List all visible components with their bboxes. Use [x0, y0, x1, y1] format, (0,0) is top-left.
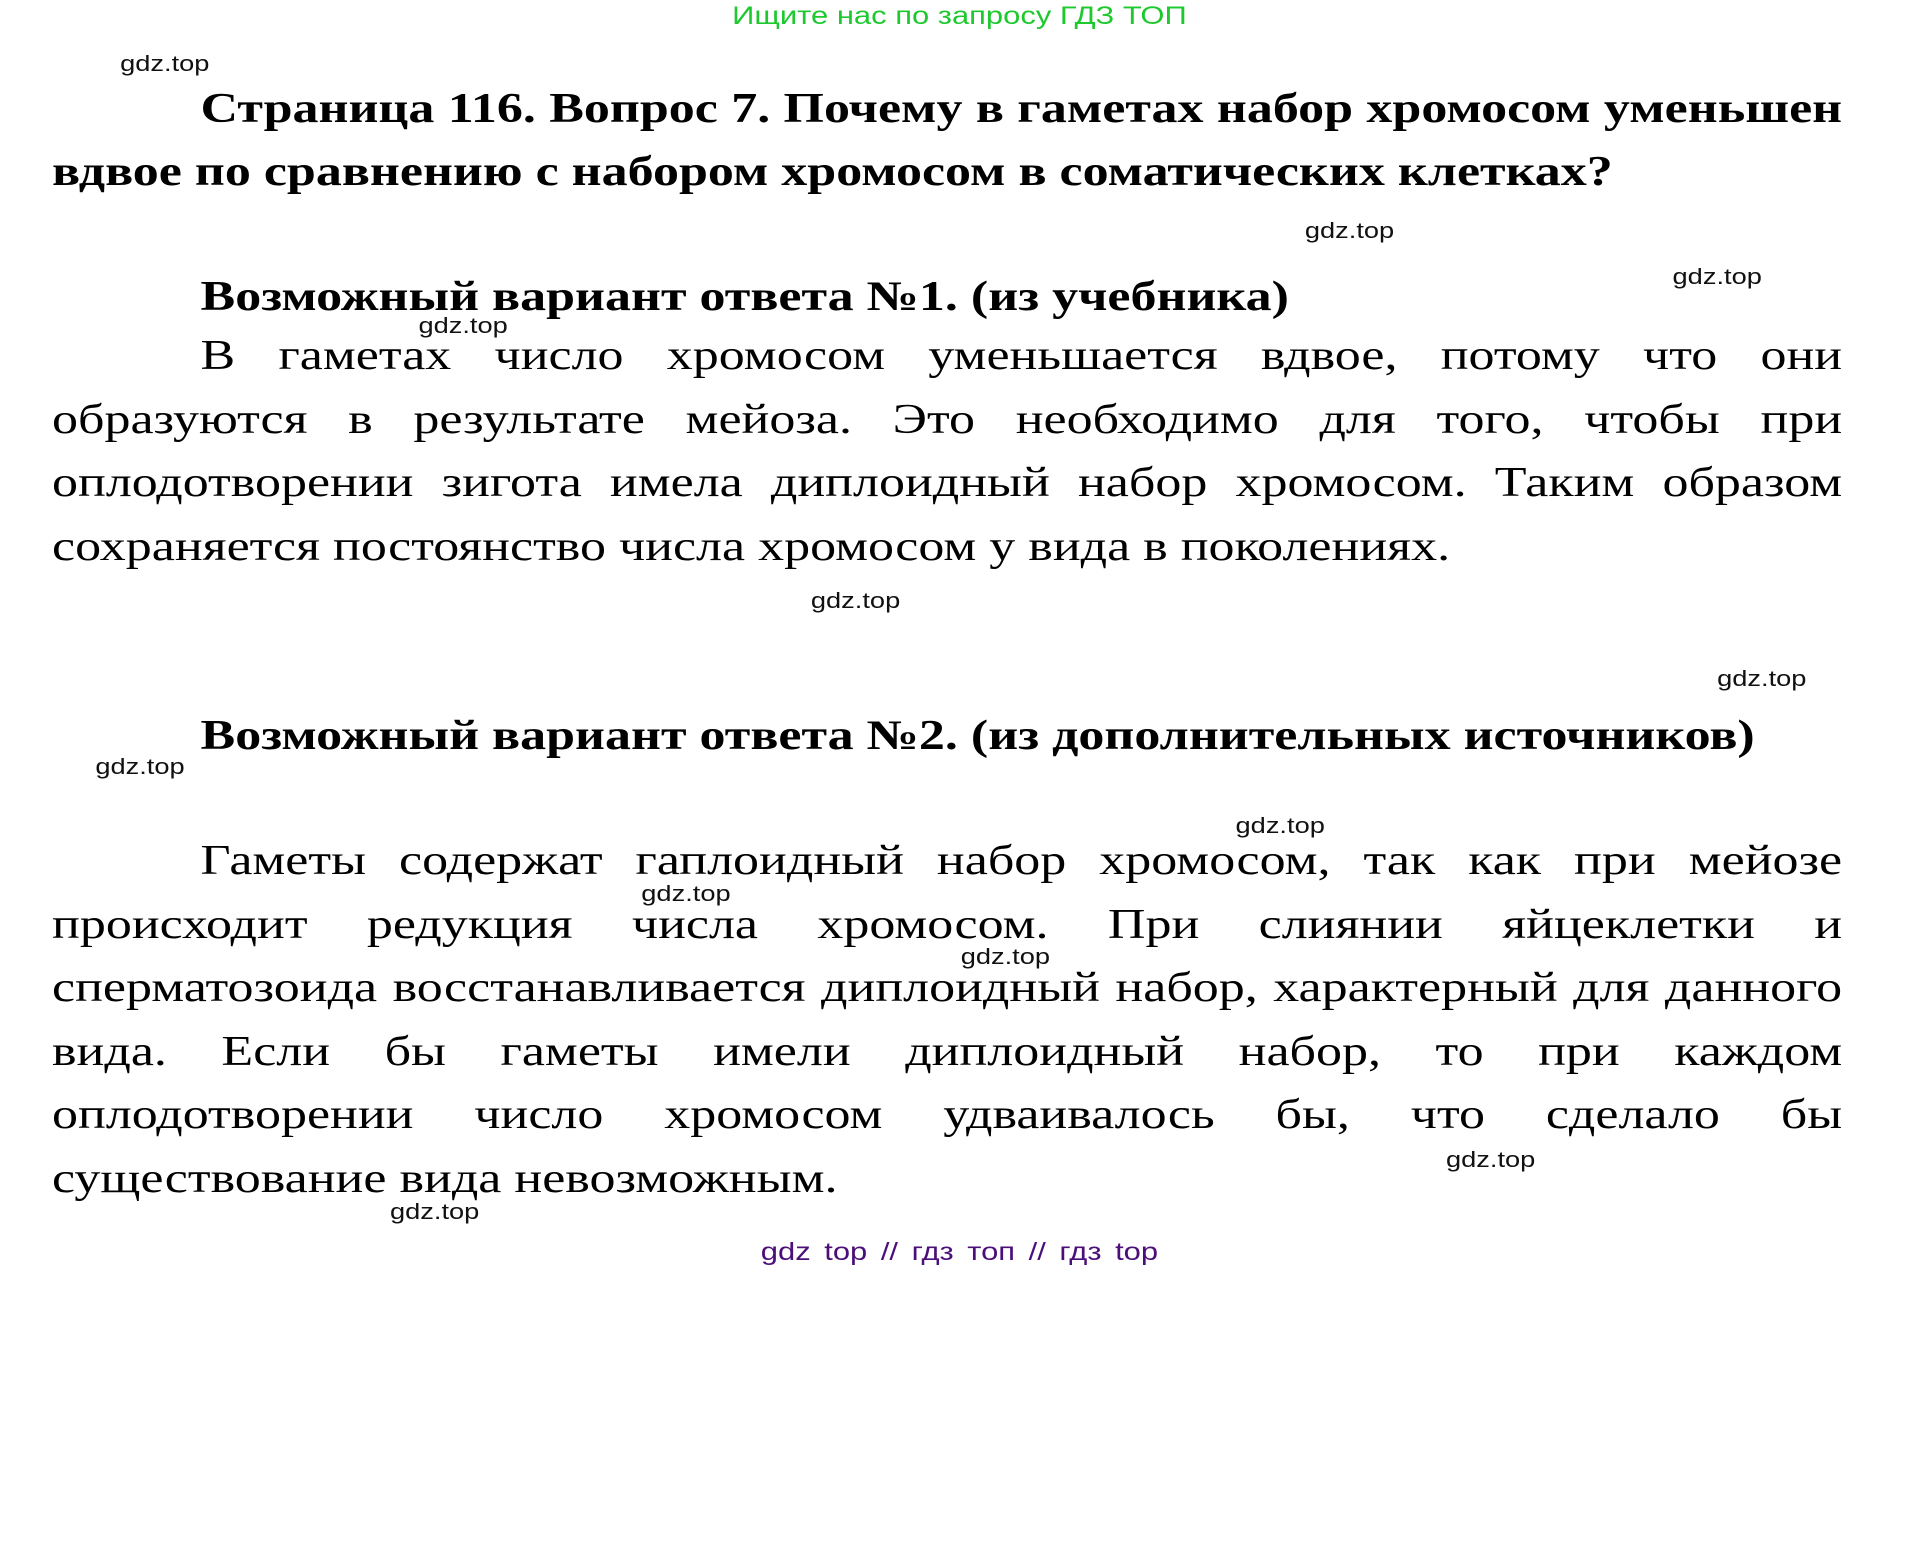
- watermark: gdz.top: [810, 588, 901, 613]
- watermark: gdz.top: [418, 313, 508, 338]
- watermark: gdz.top: [641, 881, 731, 906]
- watermark: gdz.top: [95, 754, 185, 779]
- answer-1-heading: Возможный вариант ответа №1. (из учебника): [200, 274, 1289, 320]
- watermark: gdz.top: [1304, 218, 1395, 243]
- watermark: gdz.top: [389, 1199, 480, 1224]
- watermark: gdz.top: [1672, 264, 1762, 289]
- watermark: gdz.top: [1445, 1147, 1536, 1172]
- question-title: Страница 116. Вопрос 7. Почему в гаметах набор хромосом уменьшен вдвое по сравнению с набором хромосом в соматических клетках?: [51, 86, 1843, 195]
- watermark: gdz.top: [120, 51, 210, 76]
- answer-2-text: Гаметы содержат гаплоидный набор хромосом, так как при мейозе происходит редукция числа хромосом. При слиянии яйцеклетки и сперматозоида восстанавливается диплоидный набор, характерный для данного вида. Если бы гаметы имели диплоидный набор, то при каждом оплодотворении число хромосом удваивалось бы, что сделало бы существование вида невозможным.: [51, 838, 1843, 1202]
- watermark: gdz.top: [1235, 813, 1325, 838]
- search-banner: Ищите нас по запросу ГДЗ ТОП: [732, 2, 1187, 30]
- footer-watermark: gdz top // гдз топ // гдз top: [760, 1238, 1159, 1266]
- watermark: gdz.top: [1717, 666, 1807, 691]
- answer-1-text: В гаметах число хромосом уменьшается вдвое, потому что они образуются в результате мейоза. Это необходимо для того, чтобы при оплодотворении зигота имела диплоидный набор хромосом. Таким образом сохраняется постоянство числа хромосом у вида в поколениях.: [51, 333, 1843, 570]
- answer-2-heading: Возможный вариант ответа №2. (из дополнительных источников): [200, 713, 1755, 759]
- watermark: gdz.top: [960, 944, 1051, 969]
